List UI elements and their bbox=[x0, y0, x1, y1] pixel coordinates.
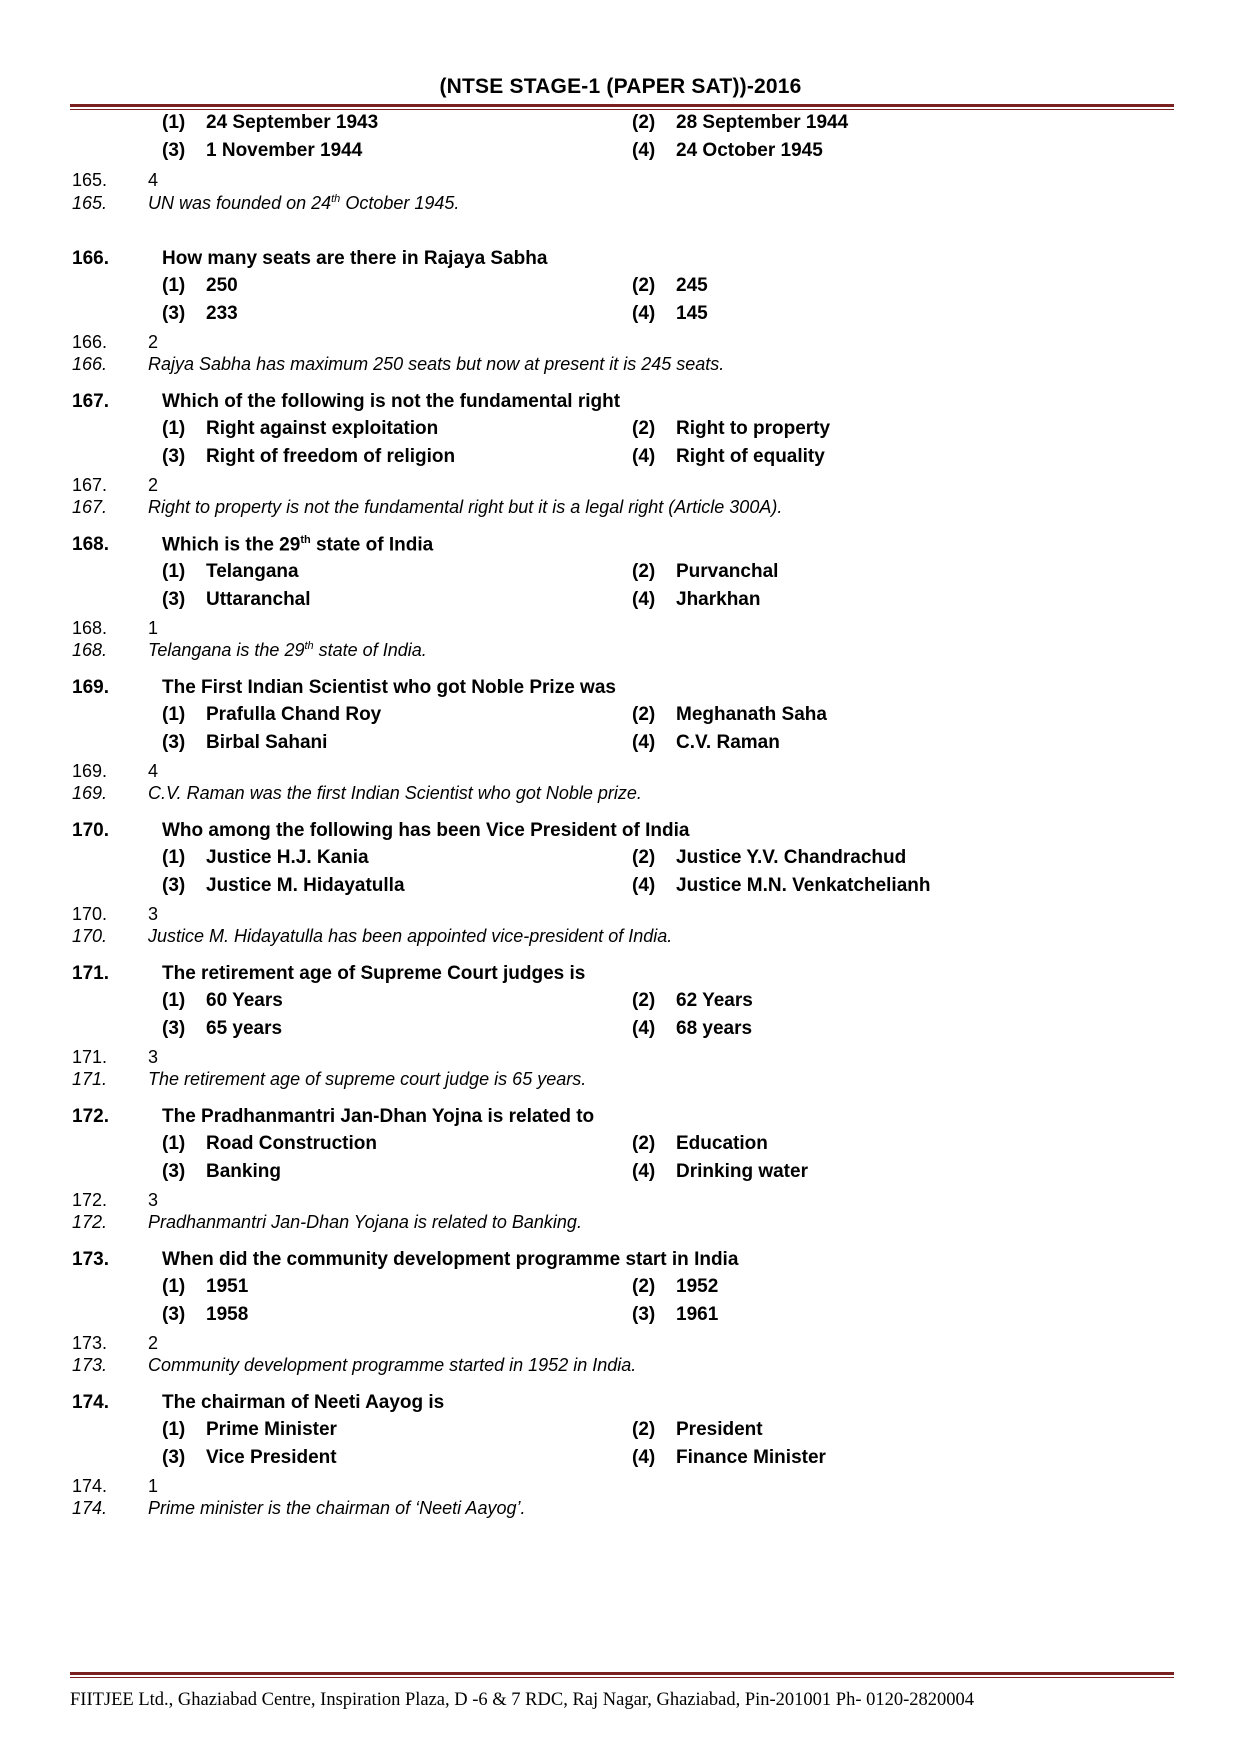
solution-number: 174. bbox=[72, 1498, 108, 1518]
answer-number: 166. bbox=[72, 332, 108, 352]
solution-text: Prime minister is the chairman of ‘Neeti Aayog’. bbox=[148, 1498, 526, 1518]
solution-text: Right to property is not the fundamental right but it is a legal right (Article 300A). bbox=[148, 497, 783, 517]
option bbox=[162, 732, 327, 754]
answer-value: 1 bbox=[148, 618, 159, 638]
option bbox=[162, 589, 311, 611]
option-number: (4) bbox=[632, 1447, 656, 1468]
option-number: (4) bbox=[632, 446, 656, 467]
option-number: (3) bbox=[162, 303, 186, 324]
option-number: (4) bbox=[632, 1018, 656, 1039]
question-number: 174. bbox=[72, 1392, 109, 1413]
footer-rule bbox=[70, 1672, 1174, 1675]
option-number: (1) bbox=[162, 275, 186, 296]
option-number: (1) bbox=[162, 418, 186, 439]
solution-number: 173. bbox=[72, 1355, 108, 1375]
solution-number: 167. bbox=[72, 497, 108, 517]
question-text: The Pradhanmantri Jan-Dhan Yojna is related to bbox=[162, 1106, 595, 1127]
option-text: Meghanath Saha bbox=[676, 704, 827, 725]
option-number: (1) bbox=[162, 1133, 186, 1154]
option: (4) 24 October 1945 bbox=[632, 140, 823, 161]
option-number: (1) bbox=[162, 990, 186, 1011]
option-number: (1) bbox=[162, 561, 186, 582]
option-text: Right of freedom of religion bbox=[206, 446, 456, 467]
answer-value: 3 bbox=[148, 1190, 159, 1210]
answer-value: 2 bbox=[148, 475, 159, 495]
header-rule bbox=[70, 104, 1174, 107]
answer-value: 3 bbox=[148, 1047, 159, 1067]
option-text: Prafulla Chand Roy bbox=[206, 704, 382, 725]
option: (2) 28 September 1944 bbox=[632, 112, 849, 133]
option bbox=[632, 990, 753, 1012]
option bbox=[162, 847, 369, 869]
option-text: Road Construction bbox=[206, 1133, 377, 1154]
option-number: (2) bbox=[632, 990, 656, 1011]
option bbox=[632, 303, 708, 325]
solution-text: Pradhanmantri Jan-Dhan Yojana is related to Banking. bbox=[148, 1212, 582, 1232]
option-number: (4) bbox=[632, 875, 656, 896]
option bbox=[162, 1161, 281, 1183]
option-text: Education bbox=[676, 1133, 768, 1154]
question-number: 173. bbox=[72, 1249, 109, 1270]
option-text: Birbal Sahani bbox=[206, 732, 328, 753]
option-number: (3) bbox=[162, 1161, 186, 1182]
option bbox=[632, 446, 825, 468]
question-block bbox=[0, 1249, 1241, 1399]
option bbox=[632, 1161, 808, 1183]
option bbox=[162, 303, 238, 325]
option-number: (4) bbox=[632, 732, 656, 753]
option-number: (1) bbox=[162, 847, 186, 868]
option bbox=[162, 561, 299, 583]
question-text: Which is the 29th state of India bbox=[162, 534, 434, 556]
option-text: 68 years bbox=[676, 1018, 753, 1039]
option-number: (1) bbox=[162, 1276, 186, 1297]
solution-number: 170. bbox=[72, 926, 108, 946]
option bbox=[632, 704, 827, 726]
solution-number: 165. bbox=[72, 193, 108, 213]
question-number: 170. bbox=[72, 820, 109, 841]
question-block bbox=[0, 677, 1241, 827]
option-number: (4) bbox=[632, 589, 656, 610]
option-number: (2) bbox=[632, 1419, 656, 1440]
page-title: (NTSE STAGE-1 (PAPER SAT))-2016 bbox=[439, 75, 802, 98]
option-number: (4) bbox=[632, 303, 656, 324]
option-number: (2) bbox=[632, 561, 656, 582]
answer-value: 2 bbox=[148, 1333, 159, 1353]
option-number: (2) bbox=[632, 1133, 656, 1154]
option bbox=[632, 875, 930, 897]
option-text: Finance Minister bbox=[676, 1447, 826, 1468]
answer-value: 2 bbox=[148, 332, 159, 352]
option-number: (3) bbox=[632, 1304, 656, 1325]
solution-text: UN was founded on 24th October 1945. bbox=[148, 193, 460, 213]
question-text: The chairman of Neeti Aayog is bbox=[162, 1392, 445, 1413]
solution-number: 168. bbox=[72, 640, 108, 660]
option-text: Vice President bbox=[206, 1447, 337, 1468]
answer-number: 174. bbox=[72, 1476, 108, 1496]
option-text: Justice M.N. Venkatchelianh bbox=[676, 875, 931, 896]
option-text: 1961 bbox=[676, 1304, 719, 1325]
option bbox=[632, 589, 760, 611]
option-text: 250 bbox=[206, 275, 238, 296]
option-text: Justice H.J. Kania bbox=[206, 847, 369, 868]
footer-rule-thin bbox=[70, 1677, 1174, 1678]
header-rule-thin bbox=[70, 109, 1174, 110]
option-number: (3) bbox=[162, 1304, 186, 1325]
question-block bbox=[0, 534, 1241, 684]
option-number: (3) bbox=[162, 1018, 186, 1039]
option-number: (1) bbox=[162, 1419, 186, 1440]
solution-text: Rajya Sabha has maximum 250 seats but now at present it is 245 seats. bbox=[148, 354, 725, 374]
solution-text: Justice M. Hidayatulla has been appointed vice-president of India. bbox=[148, 926, 673, 946]
option-number: (3) bbox=[162, 446, 186, 467]
question-block bbox=[0, 963, 1241, 1113]
option bbox=[632, 1419, 763, 1441]
option-text: 1952 bbox=[676, 1276, 719, 1297]
option-text: Banking bbox=[206, 1161, 281, 1182]
option-number: (3) bbox=[162, 875, 186, 896]
solution-number: 172. bbox=[72, 1212, 108, 1232]
option bbox=[632, 1276, 718, 1298]
option-text: 233 bbox=[206, 303, 238, 324]
option bbox=[162, 1419, 337, 1441]
option bbox=[162, 1304, 248, 1326]
question-number: 167. bbox=[72, 391, 109, 412]
option-number: (4) bbox=[632, 1161, 656, 1182]
answer-number: 169. bbox=[72, 761, 108, 781]
option bbox=[632, 732, 780, 754]
question-number: 172. bbox=[72, 1106, 109, 1127]
answer-value: 3 bbox=[148, 904, 159, 924]
question-number: 168. bbox=[72, 534, 109, 555]
question-block bbox=[0, 248, 1241, 398]
option: (3) 1 November 1944 bbox=[162, 140, 363, 161]
option-number: (3) bbox=[162, 1447, 186, 1468]
answer-number: 168. bbox=[72, 618, 108, 638]
question-text: Who among the following has been Vice President of India bbox=[162, 820, 690, 841]
option-text: Purvanchal bbox=[676, 561, 779, 582]
footer-address: FIITJEE Ltd., Ghaziabad Centre, Inspiration Plaza, D -6 & 7 RDC, Raj Nagar, Ghaziabad, Pin-201001 Ph- 0120-2820004 bbox=[70, 1690, 975, 1710]
solution-number: 171. bbox=[72, 1069, 108, 1089]
option-number: (2) bbox=[632, 847, 656, 868]
option-number: (2) bbox=[632, 418, 656, 439]
option bbox=[632, 1133, 768, 1155]
option-number: (3) bbox=[162, 589, 186, 610]
option bbox=[632, 418, 830, 440]
option bbox=[162, 275, 238, 297]
option bbox=[162, 875, 405, 897]
option-text: 65 years bbox=[206, 1018, 283, 1039]
option-text: Jharkhan bbox=[676, 589, 761, 610]
solution-number: 169. bbox=[72, 783, 108, 803]
question-text: How many seats are there in Rajaya Sabha bbox=[162, 248, 548, 269]
option bbox=[162, 446, 455, 468]
solution-number: 166. bbox=[72, 354, 108, 374]
question-text: The retirement age of Supreme Court judges is bbox=[162, 963, 586, 984]
option bbox=[632, 1018, 752, 1040]
question-number: 171. bbox=[72, 963, 109, 984]
question-text: When did the community development programme start in India bbox=[162, 1249, 739, 1270]
option bbox=[632, 1447, 826, 1469]
solution-text: Telangana is the 29th state of India. bbox=[148, 640, 427, 660]
option: (1) 24 September 1943 bbox=[162, 112, 379, 133]
option-text: C.V. Raman bbox=[676, 732, 780, 753]
option-text: 1951 bbox=[206, 1276, 249, 1297]
option bbox=[162, 990, 283, 1012]
answer-value: 4 bbox=[148, 170, 159, 190]
option-text: 245 bbox=[676, 275, 708, 296]
option bbox=[162, 704, 381, 726]
question-text: Which of the following is not the fundamental right bbox=[162, 391, 621, 412]
solution-text: Community development programme started in 1952 in India. bbox=[148, 1355, 637, 1375]
answer-value: 4 bbox=[148, 761, 159, 781]
option-number: (2) bbox=[632, 1276, 656, 1297]
answer-number: 170. bbox=[72, 904, 108, 924]
option bbox=[632, 561, 778, 583]
option-text: Right against exploitation bbox=[206, 418, 439, 439]
option-text: Right of equality bbox=[676, 446, 825, 467]
option-text: Uttaranchal bbox=[206, 589, 311, 610]
option-text: 145 bbox=[676, 303, 708, 324]
answer-number: 165. bbox=[72, 170, 108, 190]
option bbox=[632, 847, 906, 869]
option-number: (3) bbox=[162, 732, 186, 753]
option bbox=[162, 1276, 248, 1298]
option bbox=[162, 1018, 282, 1040]
answer-number: 171. bbox=[72, 1047, 108, 1067]
question-block bbox=[0, 391, 1241, 541]
solution-text: The retirement age of supreme court judge is 65 years. bbox=[148, 1069, 587, 1089]
question-block bbox=[0, 1392, 1241, 1542]
option-text: Justice M. Hidayatulla bbox=[206, 875, 405, 896]
answer-number: 173. bbox=[72, 1333, 108, 1353]
option-text: 1958 bbox=[206, 1304, 249, 1325]
option-text: Prime Minister bbox=[206, 1419, 337, 1440]
question-text: The First Indian Scientist who got Noble Prize was bbox=[162, 677, 616, 698]
question-number: 166. bbox=[72, 248, 109, 269]
solution-text: C.V. Raman was the first Indian Scientist who got Noble prize. bbox=[148, 783, 642, 803]
answer-number: 172. bbox=[72, 1190, 108, 1210]
option bbox=[162, 1133, 377, 1155]
question-165-continued bbox=[0, 112, 1241, 262]
option-number: (2) bbox=[632, 704, 656, 725]
option bbox=[632, 275, 708, 297]
answer-value: 1 bbox=[148, 1476, 159, 1496]
option-text: Justice Y.V. Chandrachud bbox=[676, 847, 907, 868]
option-text: 62 Years bbox=[676, 990, 753, 1011]
option-text: Right to property bbox=[676, 418, 831, 439]
question-number: 169. bbox=[72, 677, 109, 698]
option bbox=[632, 1304, 718, 1326]
option-text: President bbox=[676, 1419, 763, 1440]
option-number: (1) bbox=[162, 704, 186, 725]
question-block bbox=[0, 820, 1241, 970]
option-text: 60 Years bbox=[206, 990, 283, 1011]
question-block bbox=[0, 1106, 1241, 1256]
option bbox=[162, 418, 438, 440]
option-text: Telangana bbox=[206, 561, 299, 582]
answer-number: 167. bbox=[72, 475, 108, 495]
option bbox=[162, 1447, 337, 1469]
option-text: Drinking water bbox=[676, 1161, 808, 1182]
option-number: (2) bbox=[632, 275, 656, 296]
